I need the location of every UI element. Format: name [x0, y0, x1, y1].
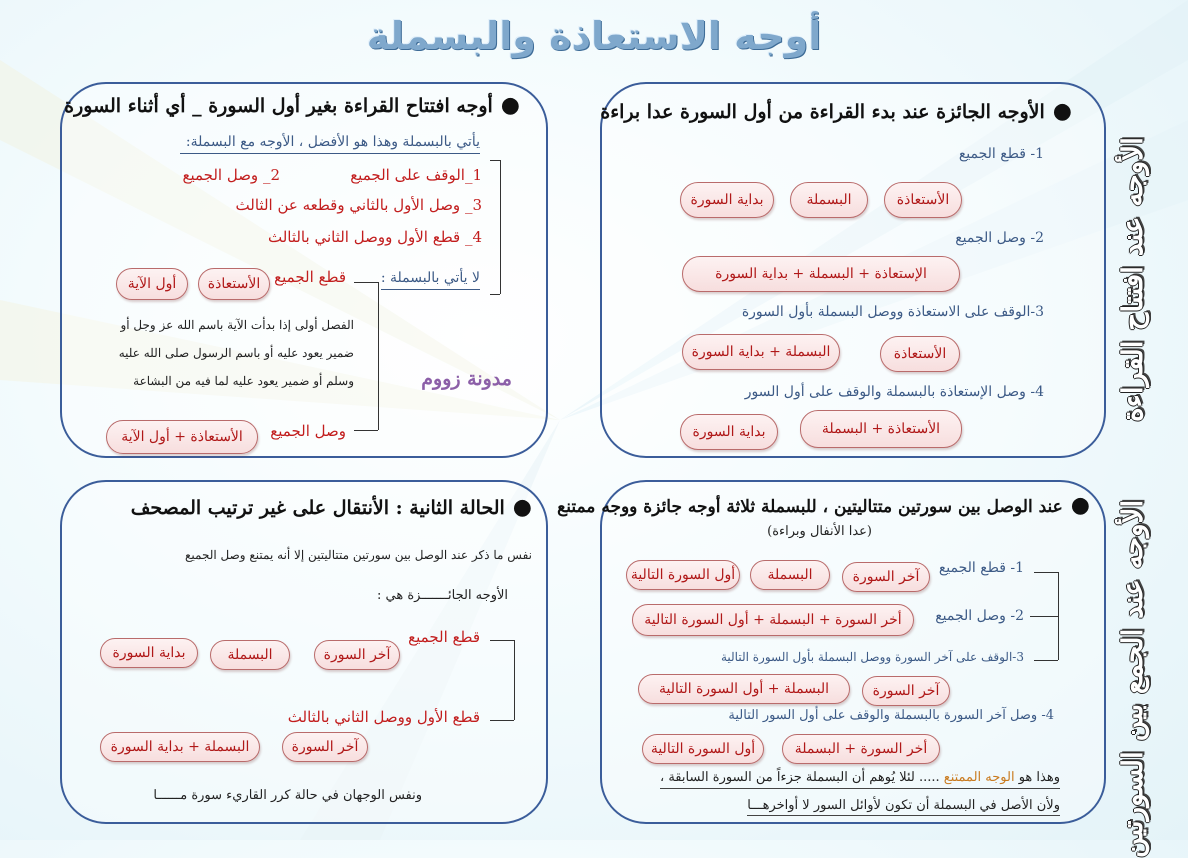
bl-cut-first-pill-2: البسملة + بداية السورة	[100, 732, 260, 762]
box-top-right-header: ●الأوجه الجائزة عند بدء القراءة من أول السورة عدا براءة	[600, 98, 1072, 124]
tr-item-3-pill-1: الأستعاذة	[880, 336, 960, 372]
bl-cut-all: قطع الجميع	[408, 628, 480, 646]
br-item-4-pill-2: أول السورة التالية	[642, 734, 764, 764]
bullet-icon: ●	[500, 92, 520, 118]
br-item-1-pill-3: أول السورة التالية	[626, 560, 740, 590]
bullet-icon: ●	[512, 494, 532, 520]
tr-item-3-label: 3-الوقف على الاستعاذة ووصل البسملة بأول السورة	[741, 304, 1044, 320]
bl-line-2: الأوجه الجائـــــــزة هي :	[377, 588, 508, 603]
bullet-icon: ●	[1052, 98, 1072, 124]
watermark: مدونة زووم	[421, 368, 512, 390]
tr-item-4-pill-1: الأستعاذة + البسملة	[800, 410, 962, 448]
tl-opt-1: 1_الوقف على الجميع	[350, 166, 482, 184]
br-last-line: ولأن الأصل في البسملة أن تكون لأوائل السور لا أواخرهـــا	[747, 798, 1060, 816]
br-item-3-label: 3-الوقف على آخر السورة ووصل البسملة بأول السورة التالية	[720, 650, 1024, 664]
tl-note-3: وسلم أو ضمير يعود عليه لما فيه من البشاعة	[133, 374, 354, 388]
box-bottom-left-header: ●الحالة الثانية : الأنتقال على غير ترتيب المصحف	[130, 494, 532, 520]
br-item-1-pill-2: البسملة	[750, 560, 830, 590]
tl-cut-pill-2: أول الآية	[116, 268, 188, 300]
tl-cut-pill-1: الأستعاذة	[198, 268, 270, 300]
tr-item-1-pill-3: بداية السورة	[680, 182, 774, 218]
br-sub: (عدا الأنفال وبراءة)	[767, 524, 872, 539]
br-item-1-pill-1: آخر السورة	[842, 562, 930, 592]
bl-footer: ونفس الوجهان في حالة كرر القاريء سورة مــــــا	[153, 788, 422, 803]
box-top-left-header: ●أوجه افتتاح القراءة بغير أول السورة _ أي أثناء السورة	[64, 92, 520, 118]
tr-item-3-pill-2: البسملة + بداية السورة	[682, 334, 840, 370]
bl-cut-first: قطع الأول ووصل الثاني بالثالث	[287, 708, 480, 726]
page-title: أوجه الاستعاذة والبسملة	[366, 14, 822, 58]
tl-note-1: الفصل أولى إذا بدأت الآية باسم الله عز وجل أو	[120, 318, 354, 332]
tr-item-2-label: 2- وصل الجميع	[955, 230, 1044, 246]
tl-opt-4: 4_ قطع الأول ووصل الثاني بالثالث	[267, 228, 482, 246]
tl-opt-3: 3_ وصل الأول بالثاني وقطعه عن الثالث	[235, 196, 482, 214]
bl-cut-first-pill-1: آخر السورة	[282, 732, 368, 762]
bl-cut-pill-3: بداية السورة	[100, 638, 198, 668]
br-item-1-label: 1- قطع الجميع	[938, 560, 1024, 576]
tr-item-1-pill-1: الأستعاذة	[884, 182, 962, 218]
side-label-top: الأوجه عند افتتاح القراءة	[1116, 137, 1149, 423]
br-item-4-pill-1: أخر السورة + البسملة	[782, 734, 940, 764]
br-prohibited-line: وهذا هو الوجه الممتنع ..... لئلا يُوهم أن البسملة جزءاً من السورة السابقة ،	[660, 770, 1060, 789]
br-item-2-pill-1: أخر السورة + البسملة + أول السورة التالية	[632, 604, 914, 636]
tr-item-2-pill-1: الإستعاذة + البسملة + بداية السورة	[682, 256, 960, 292]
tl-note-2: ضمير يعود عليه أو باسم الرسول صلى الله عليه	[118, 346, 354, 360]
br-item-3-pill-2: البسملة + أول السورة التالية	[638, 674, 850, 704]
tl-opt-2: 2_ وصل الجميع	[182, 166, 280, 184]
side-label-bottom: الأوجه عند الجمع بين السورتين	[1116, 500, 1149, 858]
tr-item-1-pill-2: البسملة	[790, 182, 868, 218]
tr-item-4-pill-2: بداية السورة	[680, 414, 778, 450]
tl-cut-all: قطع الجميع	[274, 268, 346, 286]
tl-join-pill: الأستعاذة + أول الآية	[106, 420, 258, 454]
tl-without-basmala: لا يأتي بالبسملة :	[381, 270, 480, 290]
tl-with-basmala: يأتي بالبسملة وهذا هو الأفضل ، الأوجه مع البسملة:	[180, 134, 480, 154]
bullet-icon: ●	[1070, 492, 1090, 518]
bl-line-1: نفس ما ذكر عند الوصل بين سورتين متتاليتين إلا أنه يمتنع وصل الجميع	[185, 548, 532, 562]
tr-item-4-label: 4- وصل الإستعاذة بالبسملة والوقف على أول السور	[744, 384, 1044, 400]
br-item-4-label: 4- وصل آخر السورة بالبسملة والوقف على أول السور التالية	[728, 708, 1054, 723]
tl-join-all: وصل الجميع	[270, 422, 346, 440]
bl-cut-pill-2: البسملة	[210, 640, 290, 670]
br-item-2-label: 2- وصل الجميع	[935, 608, 1024, 624]
box-bottom-right-header: ●عند الوصل بين سورتين متتاليتين ، للبسملة ثلاثة أوجه جائزة ووجه ممتنع	[557, 492, 1090, 518]
tr-item-1-label: 1- قطع الجميع	[958, 146, 1044, 162]
br-item-3-pill-1: آخر السورة	[862, 676, 950, 706]
bl-cut-pill-1: آخر السورة	[314, 640, 400, 670]
